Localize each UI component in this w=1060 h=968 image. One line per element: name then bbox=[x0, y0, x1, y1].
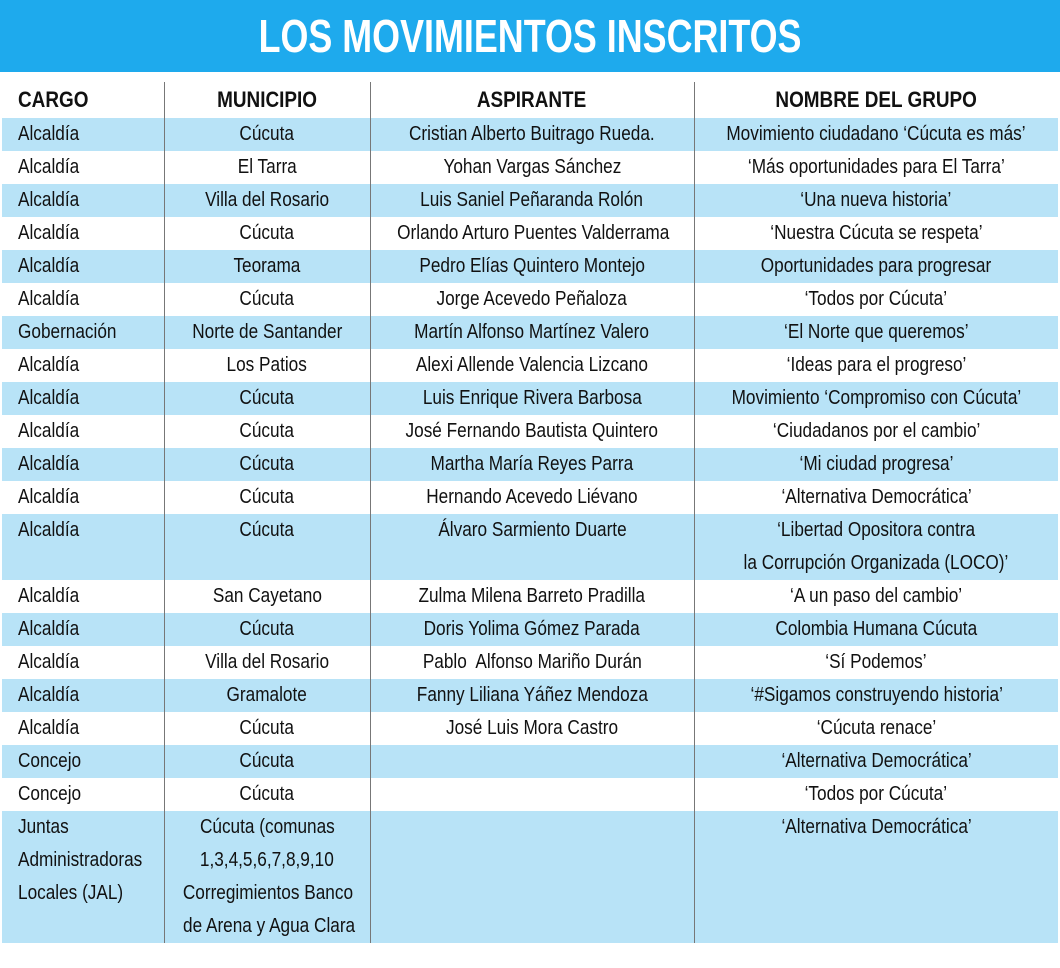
cell-cargo: Gobernación bbox=[2, 316, 164, 349]
cell-municipio: Villa del Rosario bbox=[164, 646, 370, 679]
cell-cargo: Alcaldía bbox=[18, 156, 80, 178]
table-row bbox=[2, 448, 1058, 481]
table-row bbox=[2, 613, 1058, 646]
table-row bbox=[2, 745, 1058, 778]
table-row bbox=[2, 349, 1058, 382]
table-row bbox=[2, 382, 1058, 415]
cell-aspirante: Zulma Milena Barreto Pradilla bbox=[370, 580, 694, 613]
cell-grupo: ‘Cúcuta renace’ bbox=[694, 712, 1058, 745]
table-row bbox=[2, 217, 1058, 250]
cell-cargo: Alcaldía bbox=[18, 486, 80, 508]
cell-cargo: Alcaldía bbox=[18, 354, 80, 376]
table-row bbox=[2, 250, 1058, 283]
cell-grupo: Colombia Humana Cúcuta bbox=[694, 613, 1058, 646]
cell-grupo: ‘Alternativa Democrática’ bbox=[694, 481, 1058, 514]
page-title: LOS MOVIMIENTOS INSCRITOS bbox=[258, 10, 802, 62]
cell-aspirante: Jorge Acevedo Peñaloza bbox=[370, 283, 694, 316]
cell-aspirante bbox=[370, 778, 694, 811]
cell-aspirante: Luis Saniel Peñaranda Rolón bbox=[370, 184, 694, 217]
cell-aspirante: Pedro Elías Quintero Montejo bbox=[370, 250, 694, 283]
cell-grupo: ‘#Sigamos construyendo historia’ bbox=[694, 679, 1058, 712]
cell-aspirante: Luis Enrique Rivera Barbosa bbox=[370, 382, 694, 415]
cell-aspirante bbox=[370, 811, 694, 943]
page-title-banner bbox=[0, 0, 1060, 72]
cell-municipio: Cúcuta bbox=[164, 778, 370, 811]
cell-municipio: Cúcuta bbox=[164, 118, 370, 151]
cell-aspirante: José Luis Mora Castro bbox=[370, 712, 694, 745]
cell-cargo: Juntas Administradoras Locales (JAL) bbox=[2, 811, 164, 943]
cell-grupo: ‘Ideas para el progreso’ bbox=[694, 349, 1058, 382]
cell-cargo: Alcaldía bbox=[18, 222, 80, 244]
cell-municipio: Cúcuta bbox=[164, 448, 370, 481]
cell-cargo: Alcaldía bbox=[2, 118, 164, 151]
table-row bbox=[2, 316, 1058, 349]
cell-municipio: Villa del Rosario bbox=[164, 184, 370, 217]
cell-cargo: Alcaldía bbox=[2, 250, 164, 283]
cell-municipio: Cúcuta bbox=[164, 283, 370, 316]
cell-grupo: Oportunidades para progresar bbox=[694, 250, 1058, 283]
table-row bbox=[2, 679, 1058, 712]
cell-aspirante: Pablo Alfonso Mariño Durán bbox=[370, 646, 694, 679]
cell-cargo: Alcaldía bbox=[2, 448, 164, 481]
cell-municipio: Cúcuta bbox=[164, 613, 370, 646]
cell-municipio: Cúcuta bbox=[164, 514, 370, 580]
cell-aspirante: Fanny Liliana Yáñez Mendoza bbox=[370, 679, 694, 712]
cell-grupo: ‘Ciudadanos por el cambio’ bbox=[694, 415, 1058, 448]
cell-aspirante: Hernando Acevedo Liévano bbox=[370, 481, 694, 514]
table-row bbox=[2, 283, 1058, 316]
cell-municipio: Cúcuta bbox=[164, 481, 370, 514]
table-row bbox=[2, 184, 1058, 217]
header-aspirante: ASPIRANTE bbox=[370, 82, 694, 118]
cell-municipio: Gramalote bbox=[164, 679, 370, 712]
cell-aspirante: Yohan Vargas Sánchez bbox=[370, 151, 694, 184]
header-grupo: NOMBRE DEL GRUPO bbox=[694, 82, 1058, 118]
cell-aspirante: Martín Alfonso Martínez Valero bbox=[370, 316, 694, 349]
cell-aspirante: José Fernando Bautista Quintero bbox=[370, 415, 694, 448]
cell-grupo: ‘Una nueva historia’ bbox=[694, 184, 1058, 217]
cell-aspirante: Cristian Alberto Buitrago Rueda. bbox=[370, 118, 694, 151]
cell-grupo: ‘El Norte que queremos’ bbox=[694, 316, 1058, 349]
cell-municipio: Los Patios bbox=[164, 349, 370, 382]
cell-aspirante: Álvaro Sarmiento Duarte bbox=[370, 514, 694, 580]
cell-grupo: ‘Mi ciudad progresa’ bbox=[694, 448, 1058, 481]
cell-grupo: ‘Sí Podemos’ bbox=[694, 646, 1058, 679]
cell-cargo: Alcaldía bbox=[2, 382, 164, 415]
cell-grupo: ‘Todos por Cúcuta’ bbox=[694, 283, 1058, 316]
cell-cargo: Alcaldía bbox=[2, 184, 164, 217]
cell-municipio: Cúcuta bbox=[164, 712, 370, 745]
header-municipio: MUNICIPIO bbox=[164, 82, 370, 118]
table-row bbox=[2, 580, 1058, 613]
cell-cargo: Alcaldía bbox=[18, 651, 80, 673]
cell-cargo: Alcaldía bbox=[18, 420, 80, 442]
cell-cargo: Alcaldía bbox=[18, 585, 80, 607]
cell-cargo: Alcaldía bbox=[18, 717, 80, 739]
table-row bbox=[2, 712, 1058, 745]
cell-cargo: Alcaldía bbox=[2, 679, 164, 712]
table-row bbox=[2, 151, 1058, 184]
table-row bbox=[2, 811, 1058, 943]
table-row bbox=[2, 778, 1058, 811]
cell-municipio: Cúcuta bbox=[164, 415, 370, 448]
table-row bbox=[2, 481, 1058, 514]
cell-municipio: Teorama bbox=[164, 250, 370, 283]
table-row bbox=[2, 646, 1058, 679]
cell-municipio: Cúcuta bbox=[164, 217, 370, 250]
cell-cargo: Concejo bbox=[18, 783, 82, 805]
cell-aspirante: Alexi Allende Valencia Lizcano bbox=[370, 349, 694, 382]
table-row bbox=[2, 514, 1058, 580]
cell-grupo: ‘Todos por Cúcuta’ bbox=[694, 778, 1058, 811]
cell-grupo: ‘Nuestra Cúcuta se respeta’ bbox=[694, 217, 1058, 250]
header-cargo: CARGO bbox=[18, 87, 89, 112]
cell-municipio: Cúcuta bbox=[164, 745, 370, 778]
cell-grupo: ‘A un paso del cambio’ bbox=[694, 580, 1058, 613]
cell-grupo: ‘Más oportunidades para El Tarra’ bbox=[694, 151, 1058, 184]
table-row bbox=[2, 415, 1058, 448]
cell-municipio: Norte de Santander bbox=[164, 316, 370, 349]
cell-grupo: Movimiento ciudadano ‘Cúcuta es más’ bbox=[694, 118, 1058, 151]
cell-aspirante: Martha María Reyes Parra bbox=[370, 448, 694, 481]
cell-cargo: Alcaldía bbox=[2, 613, 164, 646]
cell-municipio: San Cayetano bbox=[164, 580, 370, 613]
table-header-row bbox=[2, 82, 1058, 118]
cell-grupo: ‘Alternativa Democrática’ bbox=[694, 745, 1058, 778]
cell-cargo: Concejo bbox=[2, 745, 164, 778]
cell-municipio: Cúcuta bbox=[164, 382, 370, 415]
cell-cargo: Alcaldía bbox=[18, 288, 80, 310]
cell-aspirante: Orlando Arturo Puentes Valderrama bbox=[370, 217, 694, 250]
table-row bbox=[2, 118, 1058, 151]
cell-grupo: Movimiento ‘Compromiso con Cúcuta’ bbox=[694, 382, 1058, 415]
cell-municipio: Cúcuta (comunas 1,3,4,5,6,7,8,9,10 Corregimientos Banco de Arena y Agua Clara bbox=[164, 811, 370, 943]
cell-grupo: ‘Libertad Opositora contra la Corrupción Organizada (LOCO)’ bbox=[694, 514, 1058, 580]
cell-aspirante: Doris Yolima Gómez Parada bbox=[370, 613, 694, 646]
cell-grupo: ‘Alternativa Democrática’ bbox=[694, 811, 1058, 943]
candidates-table bbox=[2, 82, 1058, 943]
cell-cargo: Alcaldía bbox=[2, 514, 164, 580]
cell-municipio: El Tarra bbox=[164, 151, 370, 184]
cell-aspirante bbox=[370, 745, 694, 778]
